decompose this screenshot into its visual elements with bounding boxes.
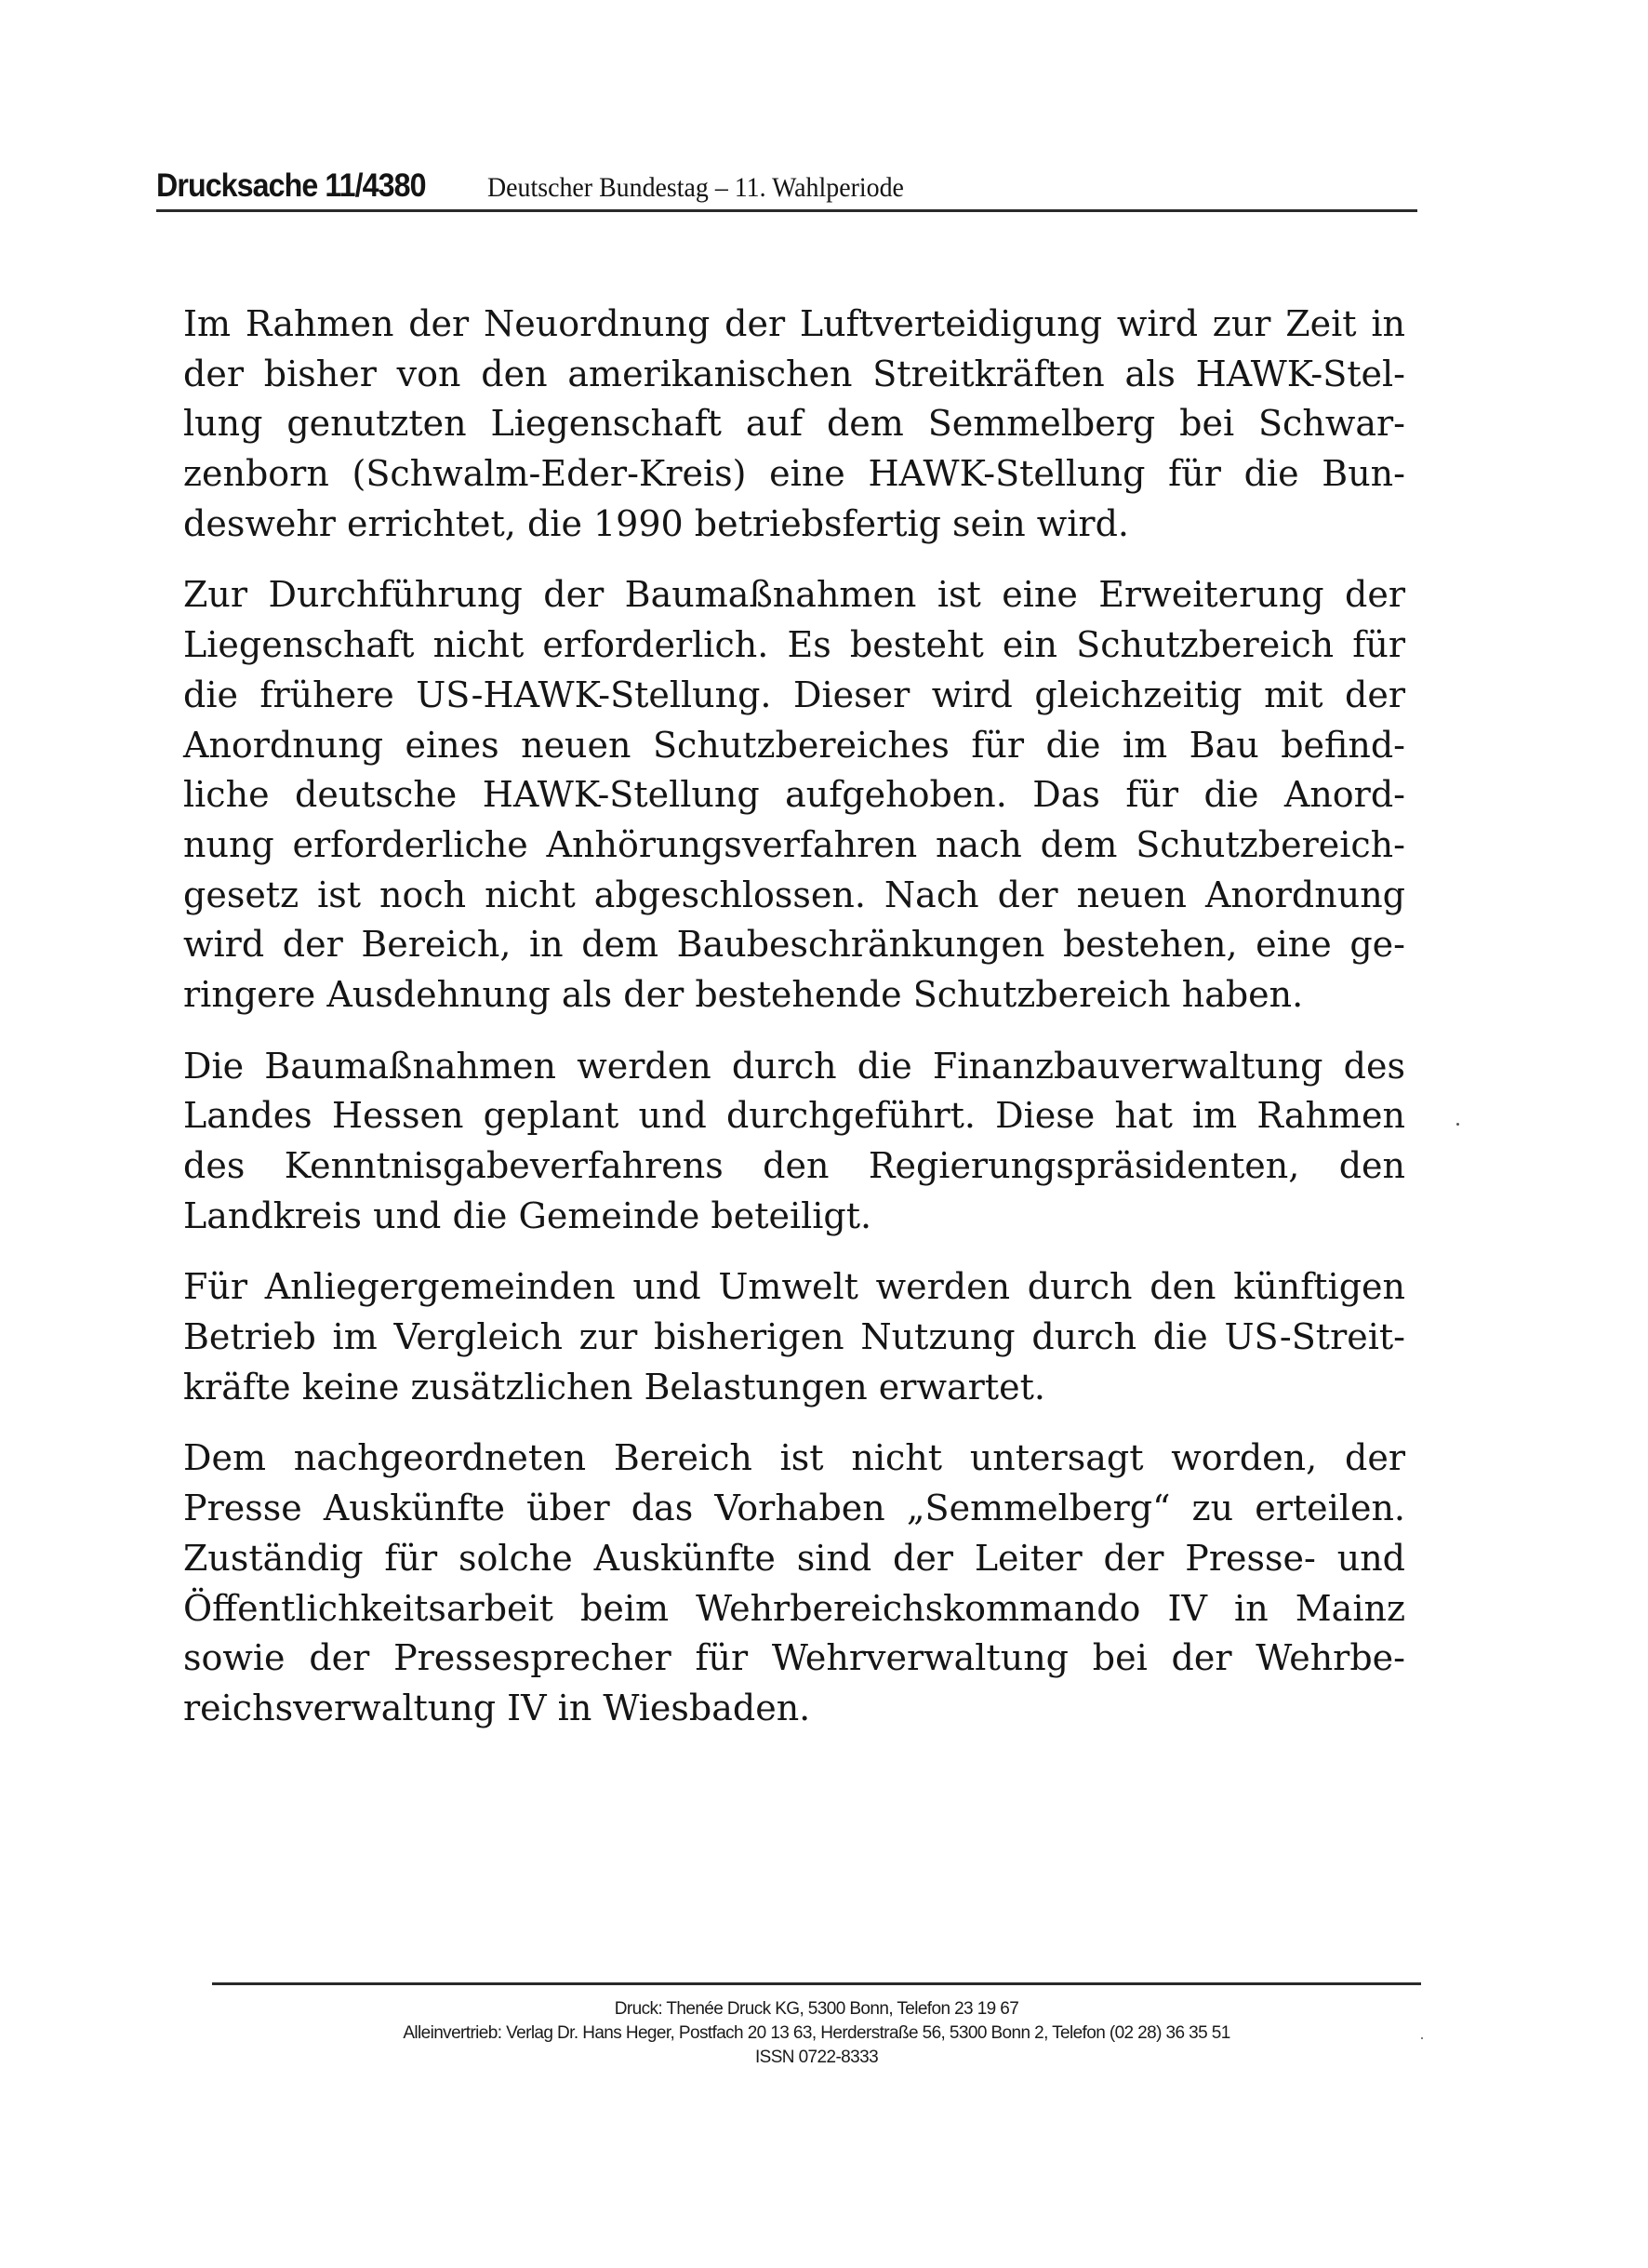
text-line: gesetz ist noch nicht abgeschlossen. Nach der neuen Anordnung xyxy=(183,874,1405,915)
text-line: der bisher von den amerikanischen Streitkräften als HAWK-Stel- xyxy=(183,353,1405,394)
paragraph-2 xyxy=(183,574,1405,1023)
document-number: Drucksache 11/4380 xyxy=(156,167,426,204)
text-line: Liegenschaft nicht erforderlich. Es besteht ein Schutzbereich für xyxy=(183,624,1405,666)
text-line: Presse Auskünfte über das Vorhaben „Semmelberg“ zu erteilen. xyxy=(183,1488,1405,1529)
text-line: Die Baumaßnahmen werden durch die Finanzbauverwaltung des xyxy=(183,1045,1405,1087)
text-line: Dem nachgeordneten Bereich ist nicht untersagt worden, der xyxy=(183,1437,1405,1479)
paragraph-5 xyxy=(183,1437,1405,1737)
text-line: deswehr errichtet, die 1990 betriebsfertig sein wird. xyxy=(183,502,1130,544)
text-line: Zuständig für solche Auskünfte sind der Leiter der Presse- und xyxy=(183,1537,1405,1579)
paragraph-4 xyxy=(183,1266,1405,1416)
text-line: reichsverwaltung IV in Wiesbaden. xyxy=(183,1687,811,1728)
text-line: lung genutzten Liegenschaft auf dem Semmelberg bei Schwar- xyxy=(183,403,1405,445)
paragraph-1 xyxy=(183,303,1405,553)
text-line: liche deutsche HAWK-Stellung aufgehoben. Das für die Anord- xyxy=(183,774,1405,816)
text-line: Für Anliegergemeinden und Umwelt werden durch den künftigen xyxy=(183,1266,1405,1308)
body-text xyxy=(183,303,1405,1759)
text-line: wird der Bereich, in dem Baubeschränkungen bestehen, eine ge- xyxy=(183,924,1405,966)
imprint-footer xyxy=(212,1997,1421,2070)
text-line: Landkreis und die Gemeinde beteiligt. xyxy=(183,1194,872,1236)
text-line: die frühere US-HAWK-Stellung. Dieser wird gleichzeitig mit der xyxy=(183,674,1405,715)
text-line: Öffentlichkeitsarbeit beim Wehrbereichskommando IV in Mainz xyxy=(183,1587,1405,1629)
text-line: ringere Ausdehnung als der bestehende Schutzbereich haben. xyxy=(183,973,1304,1015)
footer-rule xyxy=(212,1982,1421,1985)
text-line: Anordnung eines neuen Schutzbereiches für die im Bau befind- xyxy=(183,724,1405,766)
text-line: Betrieb im Vergleich zur bisherigen Nutzung durch die US-Streit- xyxy=(183,1316,1405,1358)
text-line: kräfte keine zusätzlichen Belastungen erwartet. xyxy=(183,1366,1045,1407)
text-line: Landes Hessen geplant und durchgeführt. Diese hat im Rahmen xyxy=(183,1095,1405,1137)
issn-line: ISSN 0722-8333 xyxy=(754,2048,879,2067)
scan-speck xyxy=(1456,1123,1459,1126)
text-line: des Kenntnisgabeverfahrens den Regierungspräsidenten, den xyxy=(183,1145,1405,1186)
text-line: Zur Durchführung der Baumaßnahmen ist eine Erweiterung der xyxy=(183,574,1405,616)
header-rule xyxy=(156,209,1417,212)
text-line: sowie der Pressesprecher für Wehrverwaltung bei der Wehrbe- xyxy=(183,1637,1405,1679)
print-line: Druck: Thenée Druck KG, 5300 Bonn, Telefon 23 19 67 xyxy=(614,1999,1019,2019)
paragraph-3 xyxy=(183,1046,1405,1246)
text-line: nung erforderliche Anhörungsverfahren nach dem Schutzbereich- xyxy=(183,823,1405,865)
text-line: Im Rahmen der Neuordnung der Luftverteidigung wird zur Zeit in xyxy=(183,303,1405,344)
scan-speck xyxy=(1421,2037,1423,2039)
distribution-line: Alleinvertrieb: Verlag Dr. Hans Heger, Postfach 20 13 63, Herderstraße 56, 5300 Bonn 2, Telefon (02 28) 36 35 51 xyxy=(403,2023,1230,2043)
publisher-heading: Deutscher Bundestag – 11. Wahlperiode xyxy=(487,172,904,203)
text-line: zenborn (Schwalm-Eder-Kreis) eine HAWK-Stellung für die Bun- xyxy=(183,453,1405,495)
